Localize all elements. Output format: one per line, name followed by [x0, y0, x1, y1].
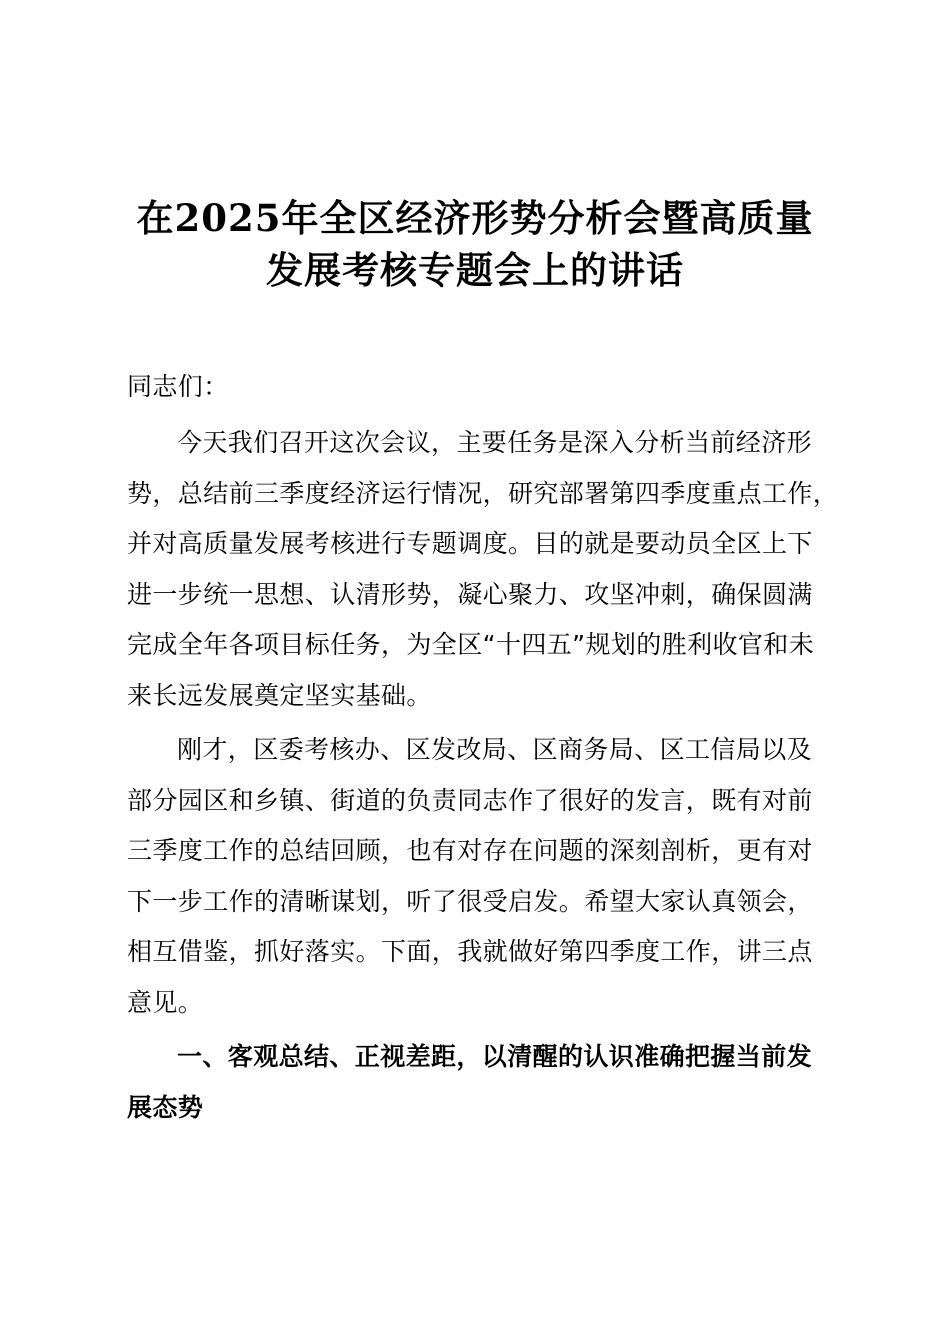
paragraph-line: 完成全年各项目标任务，为全区“十四五”规划的胜利收官和未	[127, 630, 815, 659]
paragraph-line: 势，总结前三季度经济运行情况，研究部署第四季度重点工作，	[127, 478, 839, 508]
paragraph-line: 刚才，区委考核办、区发改局、区商务局、区工信局以及	[177, 735, 813, 764]
paragraph-line: 下一步工作的清晰谋划，听了很受启发。希望大家认真领会，	[127, 886, 813, 916]
heading-line: 展态势	[127, 1092, 204, 1122]
paragraph-opening	[127, 418, 839, 721]
paragraph-line: 相互借鉴，抓好落实。下面，我就做好第四季度工作，讲三点	[127, 937, 813, 966]
salutation-text: 同志们：	[127, 372, 229, 401]
paragraph-line: 今天我们召开这次会议，主要任务是深入分析当前经济形	[177, 428, 813, 457]
title-line: 在2025年全区经济形势分析会暨高质量	[136, 196, 814, 240]
salutation	[127, 362, 827, 413]
paragraph-line: 并对高质量发展考核进行专题调度。目的就是要动员全区上下	[127, 529, 813, 558]
paragraph-line: 来长远发展奠定坚实基础。	[127, 680, 432, 710]
heading-line: 一、客观总结、正视差距，以清醒的认识准确把握当前发	[177, 1042, 813, 1071]
paragraph-review	[127, 725, 827, 1028]
paragraph-line: 三季度工作的总结回顾，也有对存在问题的深刻剖析，更有对	[127, 836, 813, 865]
paragraph-line: 进一步统一思想、认清形势，凝心聚力、攻坚冲刺，确保圆满	[127, 579, 813, 609]
title-line: 发展考核专题会上的讲话	[266, 248, 684, 292]
section-heading-1	[127, 1032, 827, 1133]
paragraph-line: 部分园区和乡镇、街道的负责同志作了很好的发言，既有对前	[127, 785, 813, 815]
paragraph-line: 意见。	[127, 987, 204, 1017]
document-title	[100, 192, 850, 296]
